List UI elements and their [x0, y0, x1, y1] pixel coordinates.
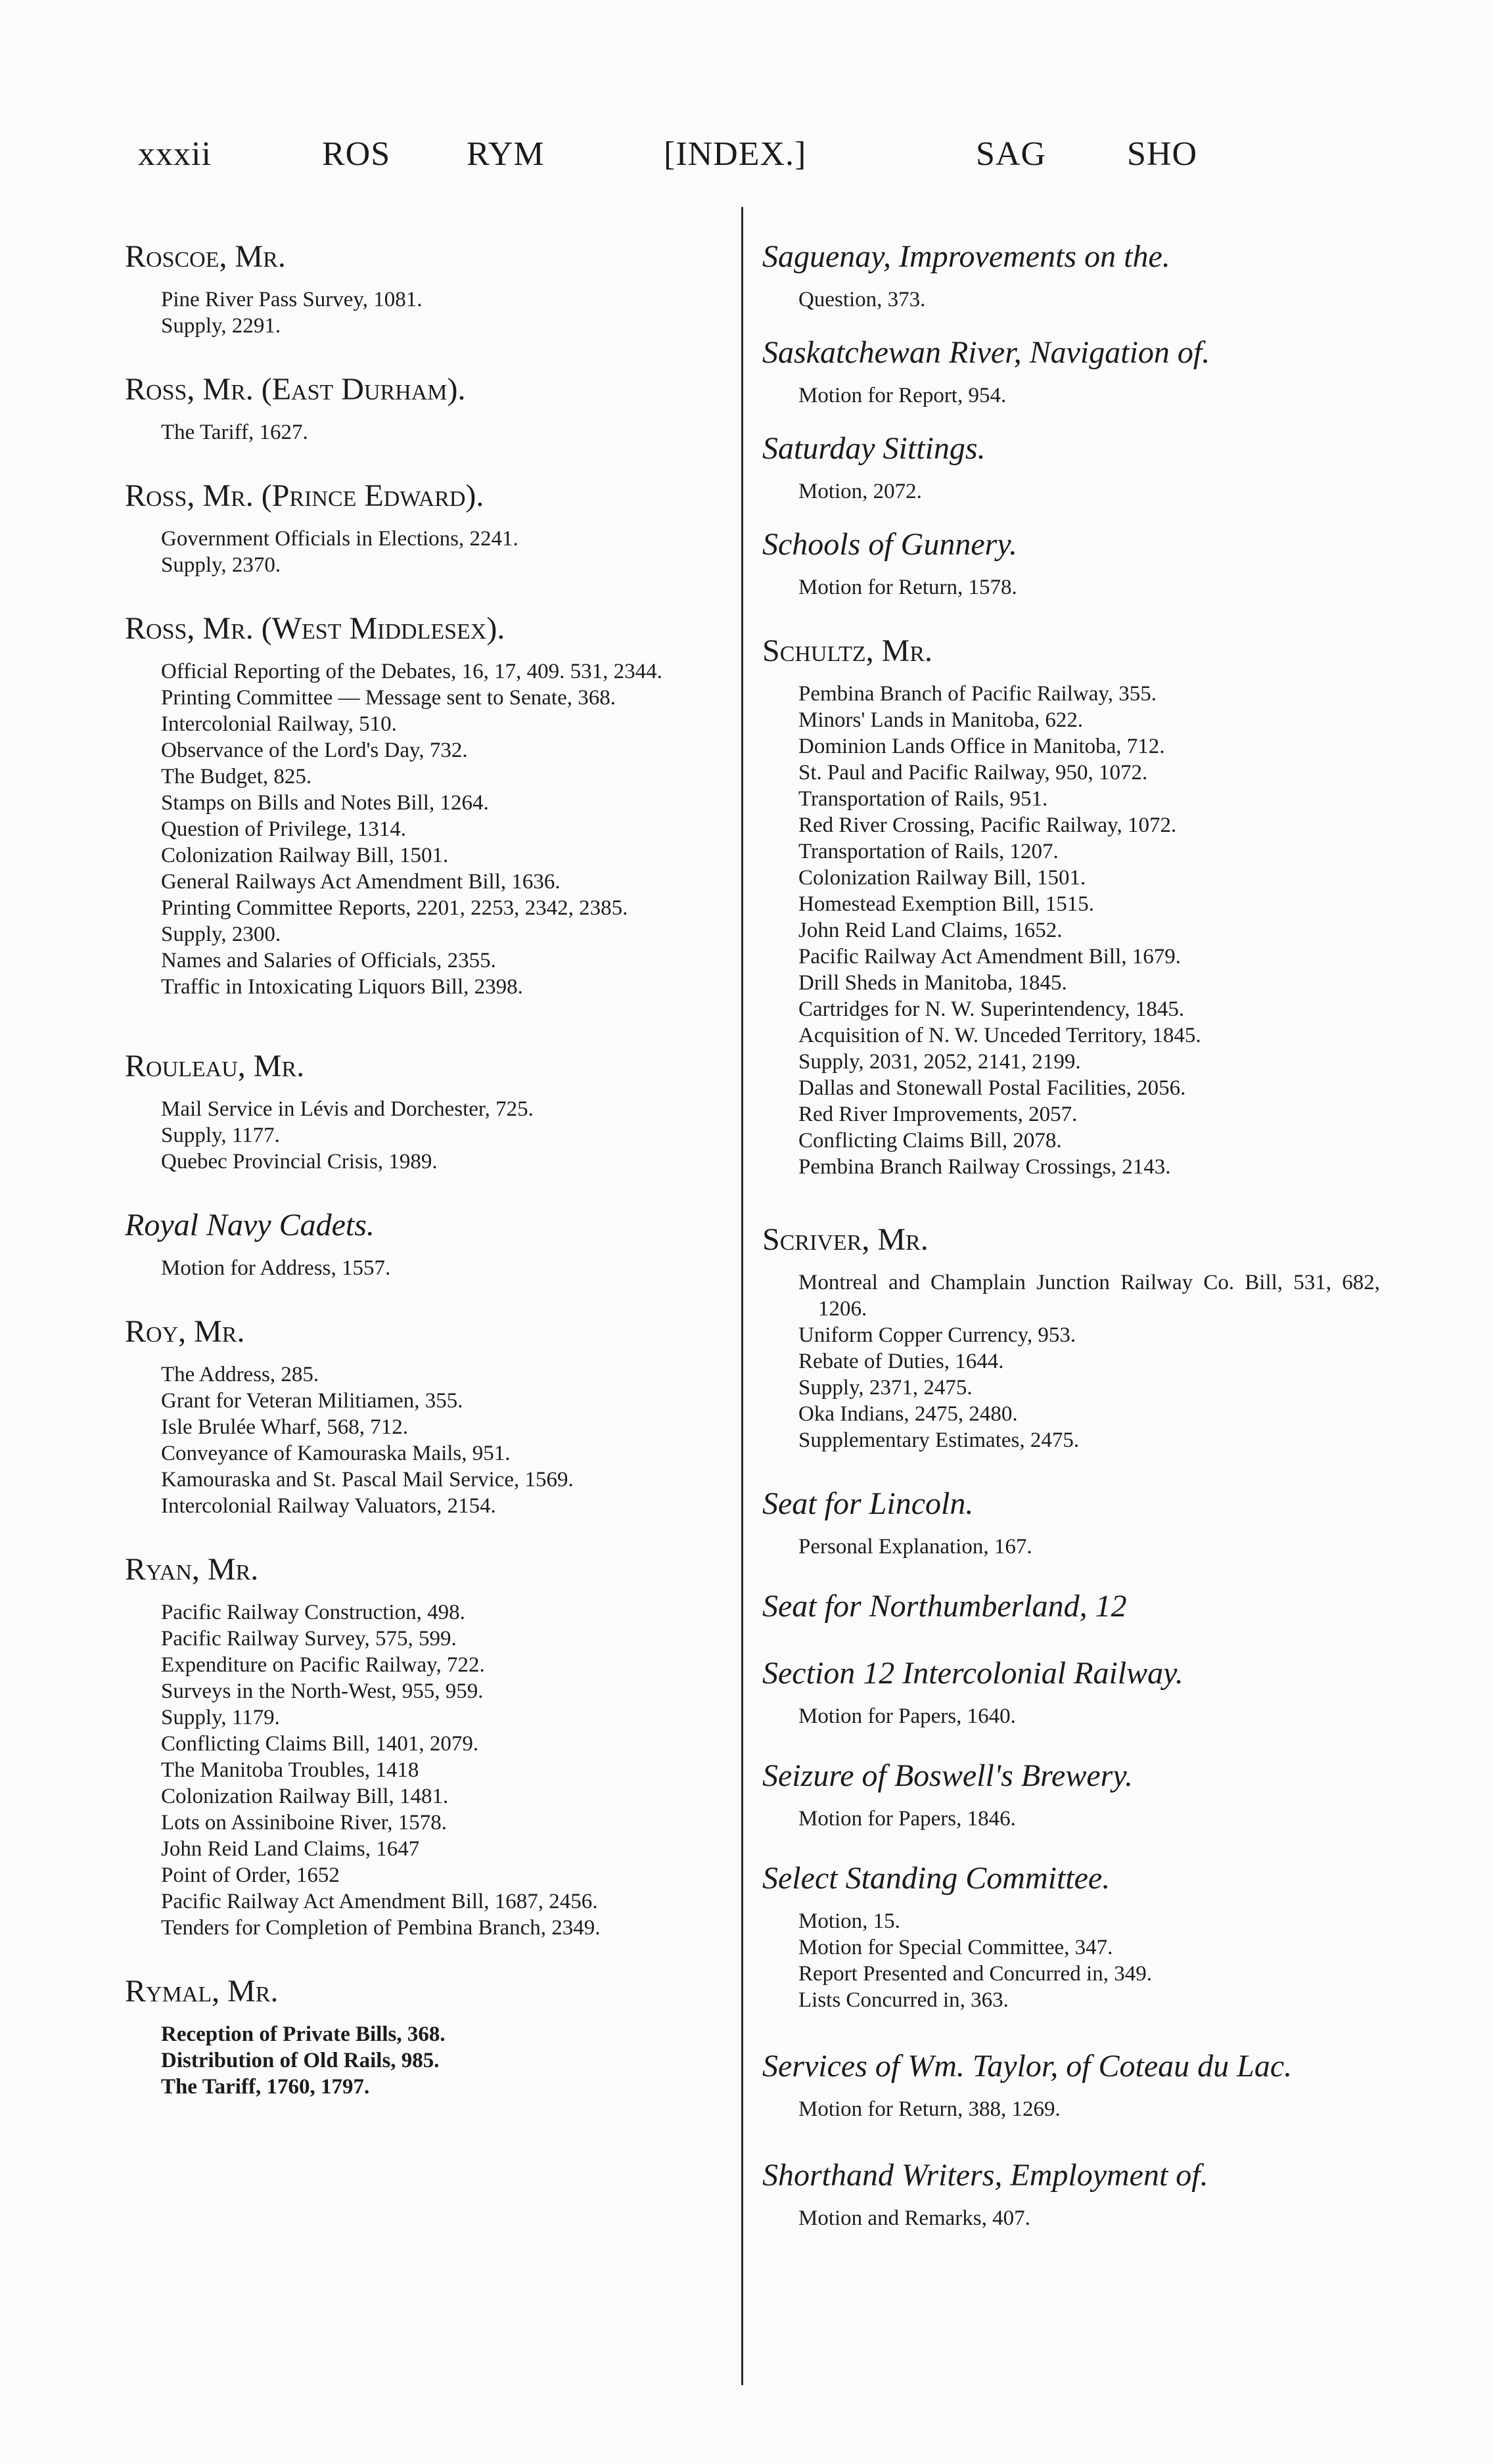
running-header — [138, 135, 1367, 187]
entry-references — [762, 2205, 1380, 2231]
index-entry — [762, 237, 1380, 313]
index-entry — [762, 1756, 1380, 1832]
reference-item: Surveys in the North-West, 955, 959. — [161, 1679, 484, 1703]
reference-item: Motion for Papers, 1846. — [798, 1807, 1016, 1831]
reference-item: John Reid Land Claims, 1647 — [161, 1837, 420, 1861]
reference-item: St. Paul and Pacific Railway, 950, 1072. — [798, 761, 1148, 785]
reference-item: Colonization Railway Bill, 1501. — [161, 844, 449, 867]
reference-item: Kamouraska and St. Pascal Mail Service, 1569. — [161, 1468, 574, 1492]
reference-item: General Railways Act Amendment Bill, 1636. — [161, 870, 561, 894]
reference-item: Red River Improvements, 2057. — [798, 1103, 1078, 1126]
column-divider — [741, 207, 743, 2385]
reference-item: Colonization Railway Bill, 1481. — [161, 1785, 449, 1808]
reference-item: Stamps on Bills and Notes Bill, 1264. — [161, 791, 489, 815]
reference-item: Tenders for Completion of Pembina Branch, 2349. — [161, 1916, 601, 1940]
reference-item: Motion for Report, 954. — [798, 384, 1007, 407]
entry-references — [762, 478, 1380, 505]
index-entry — [125, 369, 729, 445]
reference-item: Names and Salaries of Officials, 2355. — [161, 949, 496, 972]
reference-item: Question of Privilege, 1314. — [161, 817, 407, 841]
entry-heading: Shorthand Writers, Employment of. — [762, 2158, 1208, 2193]
reference-item: Isle Brulée Wharf, 568, 712. — [161, 1415, 409, 1439]
reference-item: Observance of the Lord's Day, 732. — [161, 739, 468, 762]
reference-item: Lists Concurred in, 363. — [798, 1988, 1009, 2012]
entry-references — [125, 2021, 729, 2100]
reference-item: Supply, 2291. — [161, 314, 281, 338]
reference-item: Official Reporting of the Debates, 16, 17, 409. 531, 2344. — [161, 660, 662, 683]
reference-item: Motion for Address, 1557. — [161, 1256, 391, 1280]
reference-item: Transportation of Rails, 951. — [798, 787, 1048, 811]
left-column — [125, 210, 729, 2100]
reference-item: Transportation of Rails, 1207. — [798, 840, 1059, 863]
left-range-end: RYM — [467, 135, 545, 173]
entry-references — [762, 1534, 1380, 1560]
entry-heading: Royal Navy Cadets. — [125, 1208, 375, 1243]
entry-heading: Select Standing Committee. — [762, 1861, 1111, 1896]
reference-item: Supply, 2371, 2475. — [798, 1376, 973, 1400]
entry-references — [762, 1269, 1380, 1453]
index-entry — [762, 1653, 1380, 1729]
entry-heading: Seat for Northumberland, 12 — [762, 1589, 1127, 1624]
left-range-start: ROS — [322, 135, 391, 173]
reference-item: Uniform Copper Currency, 953. — [798, 1323, 1076, 1347]
entry-heading: Rymal, Mr. — [125, 1974, 279, 2009]
reference-item: Colonization Railway Bill, 1501. — [798, 866, 1086, 890]
entry-heading: Saturday Sittings. — [762, 431, 986, 466]
index-entry — [762, 1586, 1380, 1627]
index-entry — [762, 524, 1380, 601]
index-entry — [762, 332, 1380, 409]
page-number: xxxii — [138, 135, 212, 173]
reference-item: The Tariff, 1627. — [161, 421, 308, 444]
entry-references — [125, 286, 729, 339]
entry-heading: Scriver, Mr. — [762, 1222, 929, 1257]
reference-item: Motion for Return, 1578. — [798, 576, 1017, 599]
index-entry — [762, 1858, 1380, 2013]
reference-item: Minors' Lands in Manitoba, 622. — [798, 708, 1084, 732]
index-entry — [762, 1484, 1380, 1560]
index-entry — [762, 2155, 1380, 2231]
index-entry — [125, 1046, 729, 1175]
entry-heading: Seizure of Boswell's Brewery. — [762, 1758, 1133, 1793]
reference-item: Conveyance of Kamouraska Mails, 951. — [161, 1442, 511, 1465]
index-entry — [125, 1971, 729, 2100]
reference-item: Intercolonial Railway Valuators, 2154. — [161, 1494, 496, 1518]
index-entry — [125, 1205, 729, 1281]
reference-item: Dominion Lands Office in Manitoba, 712. — [798, 735, 1165, 758]
entry-heading: Ross, Mr. (Prince Edward). — [125, 478, 484, 513]
entry-heading: Saskatchewan River, Navigation of. — [762, 335, 1210, 370]
entry-references — [762, 286, 1380, 313]
reference-item: John Reid Land Claims, 1652. — [798, 919, 1063, 942]
entry-references — [125, 1599, 729, 1941]
reference-item: Report Presented and Concurred in, 349. — [798, 1962, 1152, 1986]
reference-item: Pacific Railway Act Amendment Bill, 1679. — [798, 945, 1181, 969]
reference-item: Rebate of Duties, 1644. — [798, 1350, 1004, 1373]
reference-item: Motion, 2072. — [798, 480, 922, 503]
index-entry — [762, 2046, 1380, 2122]
entry-references — [125, 1361, 729, 1519]
reference-item: Supply, 1179. — [161, 1706, 280, 1729]
index-entry — [762, 1220, 1380, 1453]
index-entry — [125, 476, 729, 578]
reference-item: Pine River Pass Survey, 1081. — [161, 288, 423, 311]
right-column — [762, 210, 1380, 2231]
reference-item: Printing Committee — Message sent to Senate, 368. — [161, 686, 616, 710]
reference-item: Drill Sheds in Manitoba, 1845. — [798, 971, 1067, 995]
entry-heading: Ryan, Mr. — [125, 1552, 259, 1587]
index-entry — [125, 1312, 729, 1519]
reference-item: Homestead Exemption Bill, 1515. — [798, 892, 1095, 916]
reference-item: Personal Explanation, 167. — [798, 1535, 1032, 1559]
entry-heading: Rouleau, Mr. — [125, 1049, 305, 1084]
reference-item: Mail Service in Lévis and Dorchester, 725. — [161, 1097, 534, 1121]
reference-item: Supply, 2300. — [161, 923, 281, 946]
reference-item: Reception of Private Bills, 368. — [161, 2022, 446, 2046]
reference-item: Motion for Special Committee, 347. — [798, 1936, 1113, 1959]
reference-item: Pacific Railway Survey, 575, 599. — [161, 1627, 457, 1651]
index-entry — [762, 428, 1380, 505]
entry-references — [762, 1908, 1380, 2013]
entry-references — [762, 1806, 1380, 1832]
entry-references — [125, 658, 729, 1000]
right-range-end: SHO — [1127, 135, 1198, 173]
reference-item: Montreal and Champlain Junction Railway Co. Bill, 531, 682, 1206. — [798, 1271, 1380, 1321]
index-entry — [125, 608, 729, 1000]
reference-item: The Manitoba Troubles, 1418 — [161, 1758, 419, 1782]
reference-item: Question, 373. — [798, 288, 926, 311]
entry-references — [125, 526, 729, 578]
entry-references — [125, 419, 729, 445]
reference-item: Pembina Branch of Pacific Railway, 355. — [798, 682, 1157, 706]
entry-heading: Services of Wm. Taylor, of Coteau du Lac. — [762, 2049, 1293, 2084]
entry-references — [762, 681, 1380, 1180]
reference-item: Supplementary Estimates, 2475. — [798, 1428, 1080, 1452]
reference-item: Pacific Railway Construction, 498. — [161, 1601, 465, 1624]
reference-item: Pembina Branch Railway Crossings, 2143. — [798, 1155, 1171, 1179]
reference-item: Motion and Remarks, 407. — [798, 2206, 1030, 2230]
reference-item: Printing Committee Reports, 2201, 2253, 2342, 2385. — [161, 896, 628, 920]
entry-heading: Section 12 Intercolonial Railway. — [762, 1656, 1183, 1691]
reference-item: Grant for Veteran Militiamen, 355. — [161, 1389, 463, 1413]
entry-references — [762, 1703, 1380, 1729]
reference-item: Point of Order, 1652 — [161, 1863, 340, 1887]
entry-references — [762, 2096, 1380, 2122]
entry-references — [762, 574, 1380, 601]
right-range-start: SAG — [976, 135, 1047, 173]
entry-heading: Schultz, Mr. — [762, 633, 933, 668]
reference-item: The Address, 285. — [161, 1363, 319, 1386]
index-entry — [125, 1549, 729, 1941]
reference-item: Supply, 1177. — [161, 1124, 280, 1147]
reference-item: The Tariff, 1760, 1797. — [161, 2075, 370, 2099]
reference-item: Lots on Assiniboine River, 1578. — [161, 1811, 448, 1835]
reference-item: Motion for Papers, 1640. — [798, 1704, 1016, 1728]
reference-item: Oka Indians, 2475, 2480. — [798, 1402, 1018, 1426]
entry-heading: Saguenay, Improvements on the. — [762, 239, 1170, 274]
reference-item: Red River Crossing, Pacific Railway, 1072. — [798, 813, 1177, 837]
reference-item: Traffic in Intoxicating Liquors Bill, 2398. — [161, 975, 523, 999]
index-entry — [762, 631, 1380, 1180]
reference-item: Motion, 15. — [798, 1909, 900, 1933]
reference-item: Quebec Provincial Crisis, 1989. — [161, 1150, 438, 1174]
entry-heading: Ross, Mr. (East Durham). — [125, 372, 466, 407]
reference-item: Government Officials in Elections, 2241. — [161, 527, 518, 551]
entry-references — [762, 382, 1380, 409]
index-entry — [125, 237, 729, 339]
entry-references — [125, 1255, 729, 1281]
reference-item: Distribution of Old Rails, 985. — [161, 2049, 440, 2072]
reference-item: Pacific Railway Act Amendment Bill, 1687, 2456. — [161, 1890, 598, 1913]
reference-item: Cartridges for N. W. Superintendency, 1845. — [798, 997, 1185, 1021]
entry-heading: Roy, Mr. — [125, 1314, 245, 1349]
reference-item: Acquisition of N. W. Unceded Territory, 1845. — [798, 1024, 1201, 1047]
entry-references — [125, 1096, 729, 1175]
reference-item: Dallas and Stonewall Postal Facilities, 2056. — [798, 1076, 1186, 1100]
entry-heading: Roscoe, Mr. — [125, 239, 286, 274]
reference-item: Motion for Return, 388, 1269. — [798, 2097, 1061, 2121]
reference-item: Conflicting Claims Bill, 1401, 2079. — [161, 1732, 479, 1756]
reference-item: Conflicting Claims Bill, 2078. — [798, 1129, 1062, 1152]
reference-item: Supply, 2031, 2052, 2141, 2199. — [798, 1050, 1081, 1074]
reference-item: The Budget, 825. — [161, 765, 312, 788]
reference-item: Intercolonial Railway, 510. — [161, 712, 397, 736]
entry-heading: Ross, Mr. (West Middlesex). — [125, 611, 505, 646]
section-label: [INDEX.] — [664, 135, 807, 173]
entry-heading: Schools of Gunnery. — [762, 527, 1017, 562]
reference-item: Supply, 2370. — [161, 553, 281, 577]
reference-item: Expenditure on Pacific Railway, 722. — [161, 1653, 485, 1677]
entry-heading: Seat for Lincoln. — [762, 1486, 974, 1521]
